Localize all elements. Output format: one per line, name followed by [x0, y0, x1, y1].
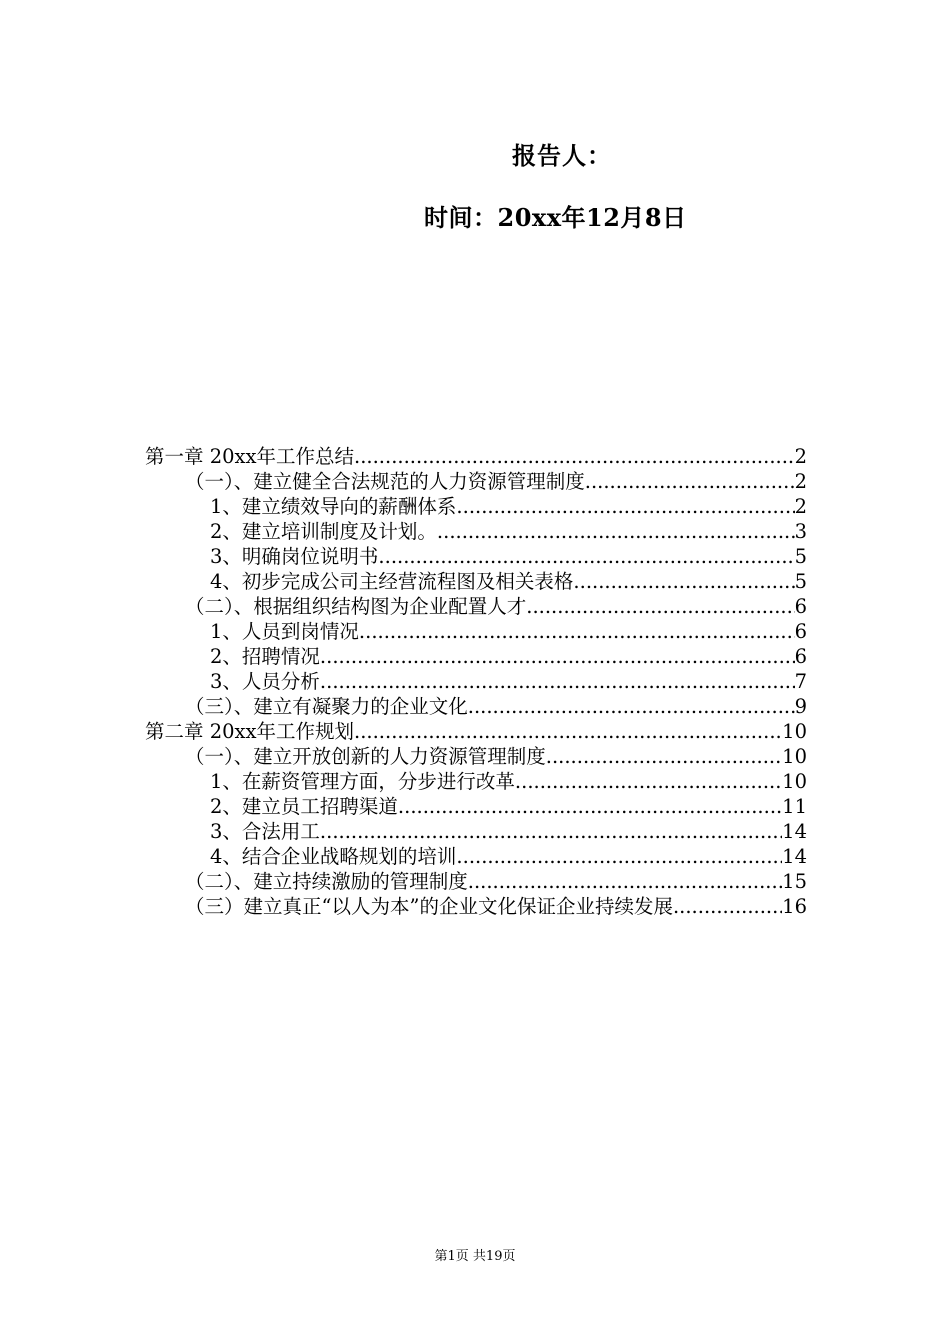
toc-entry-label: 1、人员到岗情况 — [210, 620, 359, 643]
toc-leader-dots — [585, 469, 795, 494]
toc-entry[interactable] — [145, 669, 807, 694]
toc-leader-dots — [546, 744, 782, 769]
toc-entry-label: 1、建立绩效导向的薪酬体系 — [210, 495, 457, 518]
page-footer: 第1页 共19页 — [434, 1249, 516, 1264]
toc-entry[interactable] — [145, 494, 807, 519]
toc-leader-dots — [468, 694, 795, 719]
toc-entry[interactable] — [145, 844, 807, 869]
toc-entry-label: 第一章 20xx年工作总结 — [145, 445, 355, 468]
toc-leader-dots — [354, 444, 795, 469]
toc-leader-dots — [320, 669, 795, 694]
toc-entry[interactable] — [145, 869, 807, 894]
toc-entry-label: 3、明确岗位说明书 — [210, 545, 379, 568]
toc-entry-page: 2 — [794, 495, 807, 518]
toc-entry-label: 2、建立培训制度及计划。 — [210, 520, 437, 543]
toc-entry[interactable] — [145, 719, 807, 744]
toc-entry[interactable] — [145, 694, 807, 719]
toc-leader-dots — [456, 494, 794, 519]
toc-entry-label: 3、人员分析 — [210, 670, 320, 693]
toc-entry-page: 2 — [794, 445, 807, 468]
toc-leader-dots — [398, 794, 782, 819]
toc-entry-label: 4、结合企业战略规划的培训 — [210, 845, 457, 868]
toc-entry-label: （三）建立真正“以人为本”的企业文化保证企业持续发展 — [185, 895, 673, 918]
report-date: 时间：20xx年12月8日 — [424, 203, 687, 232]
table-of-contents — [145, 444, 807, 919]
toc-leader-dots — [437, 519, 795, 544]
toc-entry-label: （一）、建立健全合法规范的人力资源管理制度 — [185, 470, 585, 493]
toc-entry[interactable] — [145, 619, 807, 644]
toc-leader-dots — [354, 719, 782, 744]
toc-entry-page: 3 — [794, 520, 807, 543]
toc-leader-dots — [526, 594, 794, 619]
toc-leader-dots — [320, 819, 782, 844]
toc-leader-dots — [320, 644, 795, 669]
toc-entry-page: 10 — [782, 745, 807, 768]
toc-entry-page: 7 — [794, 670, 807, 693]
toc-entry[interactable] — [145, 644, 807, 669]
toc-entry-page: 5 — [794, 545, 807, 568]
toc-entry-page: 10 — [782, 770, 807, 793]
toc-entry[interactable] — [145, 519, 807, 544]
toc-entry-label: 3、合法用工 — [210, 820, 320, 843]
toc-entry-label: 2、招聘情况 — [210, 645, 320, 668]
toc-entry[interactable] — [145, 744, 807, 769]
toc-entry-page: 14 — [782, 845, 807, 868]
toc-entry[interactable] — [145, 819, 807, 844]
toc-entry-label: 1、在薪资管理方面，分步进行改革 — [210, 770, 515, 793]
toc-entry-page: 10 — [782, 720, 807, 743]
toc-entry-label: （一）、建立开放创新的人力资源管理制度 — [185, 745, 546, 768]
toc-leader-dots — [673, 894, 782, 919]
toc-entry[interactable] — [145, 469, 807, 494]
toc-entry-page: 15 — [782, 870, 807, 893]
toc-leader-dots — [378, 544, 794, 569]
toc-entry[interactable] — [145, 794, 807, 819]
toc-entry-page: 6 — [794, 595, 807, 618]
toc-entry-page: 5 — [794, 570, 807, 593]
toc-entry-label: 4、初步完成公司主经营流程图及相关表格 — [210, 570, 574, 593]
toc-entry-page: 2 — [794, 470, 807, 493]
toc-leader-dots — [468, 869, 782, 894]
toc-entry-page: 11 — [782, 795, 807, 818]
toc-entry-label: （二）、根据组织结构图为企业配置人才 — [185, 595, 527, 618]
toc-entry[interactable] — [145, 544, 807, 569]
toc-leader-dots — [359, 619, 795, 644]
toc-entry[interactable] — [145, 594, 807, 619]
toc-entry[interactable] — [145, 894, 807, 919]
toc-entry-page: 6 — [794, 620, 807, 643]
toc-entry-page: 9 — [794, 695, 807, 718]
toc-entry-label: （三）、建立有凝聚力的企业文化 — [185, 695, 468, 718]
reporter-label: 报告人： — [512, 141, 612, 170]
toc-entry-label: 2、建立员工招聘渠道 — [210, 795, 398, 818]
toc-leader-dots — [515, 769, 782, 794]
toc-leader-dots — [573, 569, 794, 594]
toc-entry-label: （二）、建立持续激励的管理制度 — [185, 870, 468, 893]
toc-entry[interactable] — [145, 444, 807, 469]
toc-entry[interactable] — [145, 769, 807, 794]
toc-leader-dots — [456, 844, 782, 869]
toc-entry[interactable] — [145, 569, 807, 594]
toc-entry-page: 16 — [782, 895, 807, 918]
toc-entry-page: 6 — [794, 645, 807, 668]
toc-entry-page: 14 — [782, 820, 807, 843]
toc-entry-label: 第二章 20xx年工作规划 — [145, 720, 355, 743]
